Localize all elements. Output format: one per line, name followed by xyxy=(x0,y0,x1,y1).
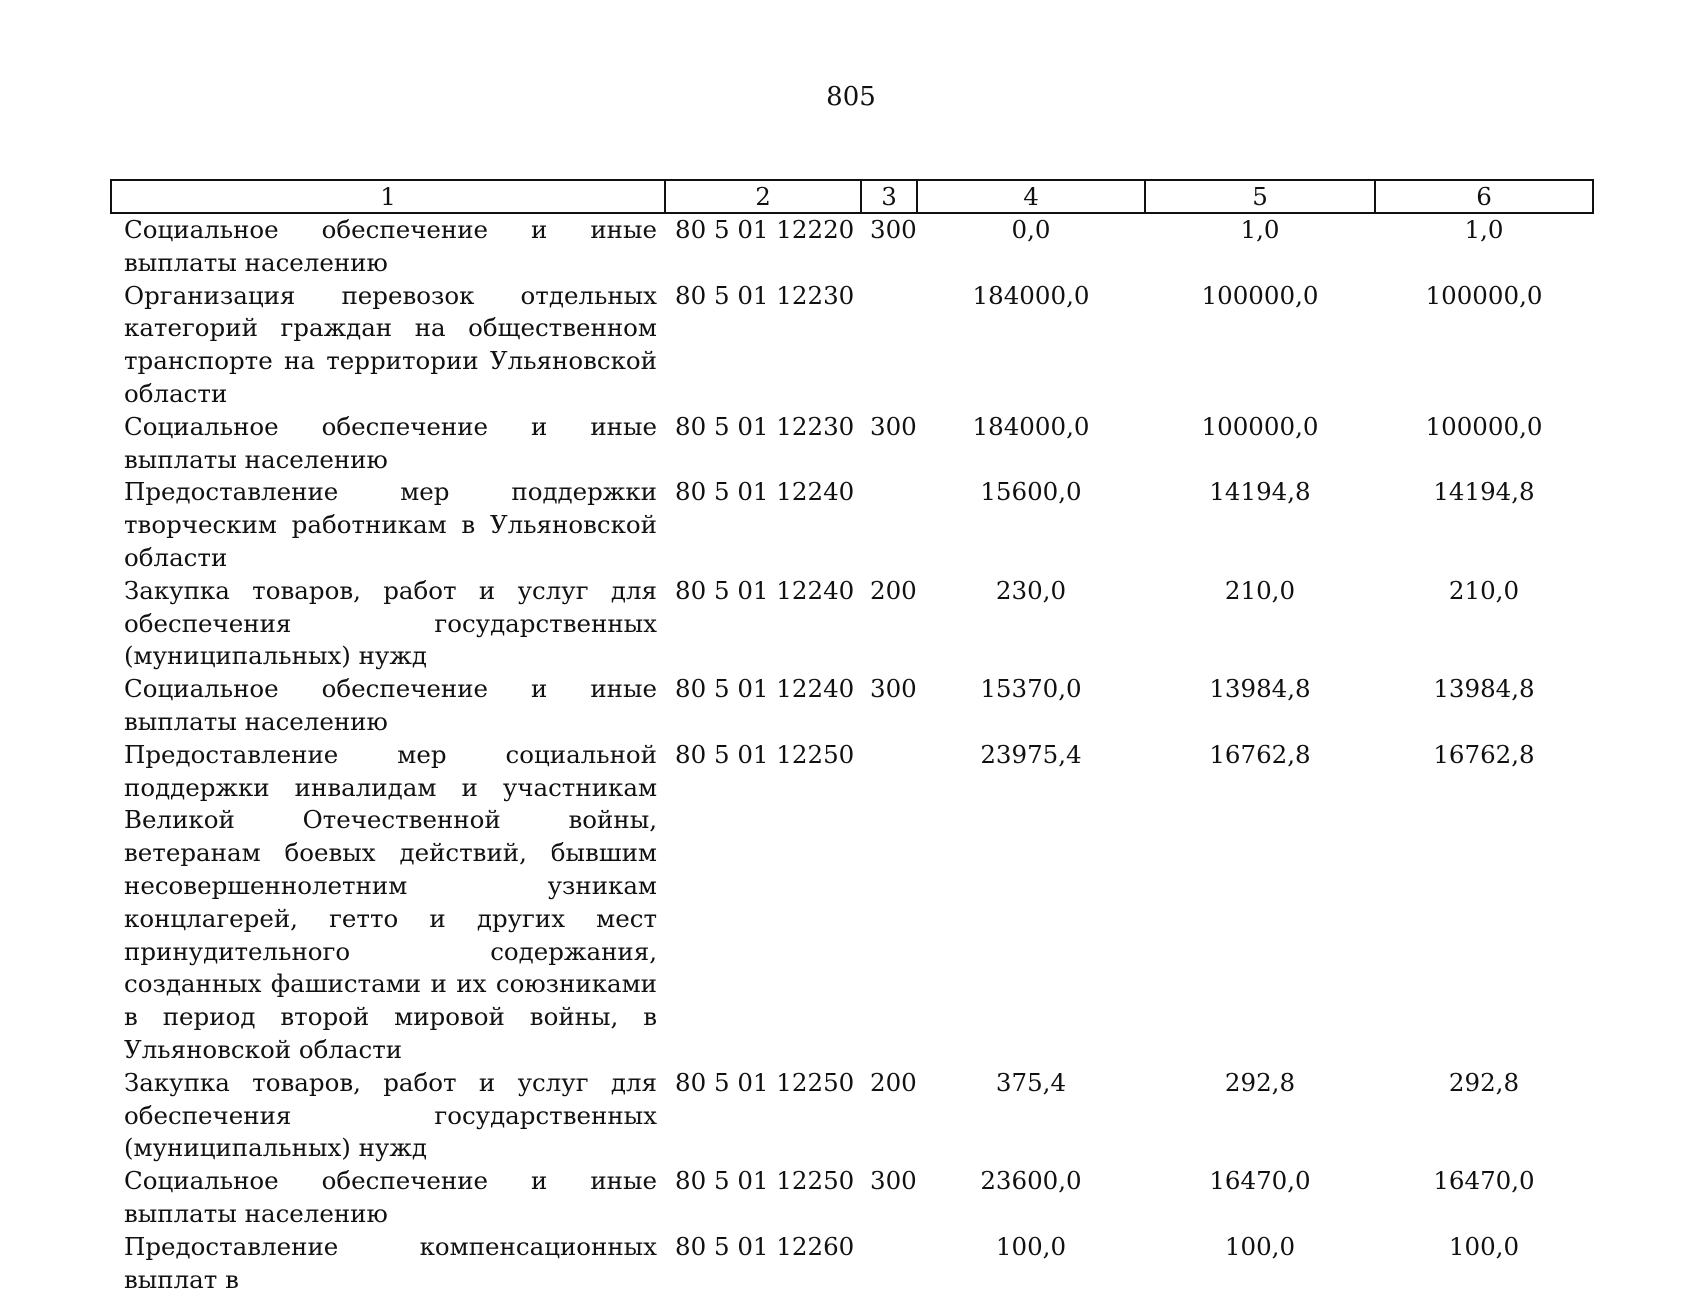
row-code: 80 5 01 12230 xyxy=(675,411,855,441)
row-code: 80 5 01 12260 xyxy=(675,1231,855,1261)
row-value-4: 15370,0 xyxy=(980,674,1082,704)
column-header-1: 1 xyxy=(111,180,665,213)
row-value-5: 100000,0 xyxy=(1201,280,1319,310)
row-value-5: 292,8 xyxy=(1224,1067,1296,1097)
table-row xyxy=(111,280,1593,411)
row-code: 80 5 01 12250 xyxy=(675,1166,855,1196)
column-header-5: 5 xyxy=(1145,180,1375,213)
row-description: Социальное обеспечение и иные выплаты населению xyxy=(124,215,657,277)
row-value-5: 13984,8 xyxy=(1209,674,1311,704)
row-value-4: 15600,0 xyxy=(980,477,1082,507)
row-value-4: 184000,0 xyxy=(972,280,1090,310)
row-expense-type: 300 xyxy=(870,1166,917,1196)
row-value-6: 16470,0 xyxy=(1433,1166,1535,1196)
row-code: 80 5 01 12240 xyxy=(675,477,855,507)
column-header-2: 2 xyxy=(665,180,861,213)
row-value-5: 100,0 xyxy=(1224,1231,1296,1261)
row-value-4: 23600,0 xyxy=(980,1166,1082,1196)
row-value-6: 100000,0 xyxy=(1425,280,1543,310)
row-expense-type: 200 xyxy=(870,1067,917,1097)
table-row xyxy=(111,1231,1593,1296)
row-expense-type: 200 xyxy=(870,575,917,605)
row-description: Закупка товаров, работ и услуг для обеспечения государственных (муниципальных) нужд xyxy=(124,1067,657,1163)
row-description: Социальное обеспечение и иные выплаты населению xyxy=(124,674,657,736)
table-header-row xyxy=(111,180,1593,213)
column-header-3: 3 xyxy=(861,180,917,213)
row-value-4: 184000,0 xyxy=(972,411,1090,441)
table-row xyxy=(111,411,1593,477)
row-expense-type xyxy=(861,1231,917,1296)
row-description: Организация перевозок отдельных категорий граждан на общественном транспорте на территории Ульяновской области xyxy=(124,280,657,408)
row-value-6: 292,8 xyxy=(1448,1067,1520,1097)
table-row xyxy=(111,1165,1593,1231)
row-value-4: 0,0 xyxy=(1011,215,1051,244)
row-description: Предоставление мер поддержки творческим работникам в Ульяновской области xyxy=(124,477,657,572)
row-description: Предоставление компенсационных выплат в xyxy=(124,1231,657,1294)
row-value-6: 1,0 xyxy=(1464,215,1504,244)
row-value-4: 23975,4 xyxy=(980,739,1082,769)
row-value-5: 210,0 xyxy=(1224,575,1296,605)
row-code: 80 5 01 12240 xyxy=(675,575,855,605)
table-row xyxy=(111,575,1593,673)
page-number: 805 xyxy=(826,82,876,112)
row-code: 80 5 01 12220 xyxy=(675,215,855,244)
row-code: 80 5 01 12230 xyxy=(675,280,855,310)
row-value-6: 100000,0 xyxy=(1425,411,1543,441)
table-row xyxy=(111,673,1593,739)
row-expense-type: 300 xyxy=(870,215,917,244)
table-row xyxy=(111,1067,1593,1165)
row-expense-type xyxy=(861,476,917,574)
row-value-4: 100,0 xyxy=(995,1231,1067,1261)
row-value-5: 16762,8 xyxy=(1209,739,1311,769)
table-row xyxy=(111,476,1593,574)
row-value-5: 100000,0 xyxy=(1201,411,1319,441)
row-description: Закупка товаров, работ и услуг для обеспечения государственных (муниципальных) нужд xyxy=(124,575,657,671)
row-description: Социальное обеспечение и иные выплаты населению xyxy=(124,411,657,474)
table-row xyxy=(111,739,1593,1067)
row-description: Социальное обеспечение и иные выплаты населению xyxy=(124,1166,657,1228)
row-value-6: 13984,8 xyxy=(1433,674,1535,704)
budget-table xyxy=(110,179,1594,1296)
column-header-6: 6 xyxy=(1375,180,1593,213)
column-header-4: 4 xyxy=(917,180,1145,213)
row-value-4: 375,4 xyxy=(995,1067,1067,1097)
row-code: 80 5 01 12240 xyxy=(675,674,855,704)
row-value-6: 14194,8 xyxy=(1433,477,1535,507)
row-expense-type xyxy=(861,280,917,411)
row-code: 80 5 01 12250 xyxy=(675,1067,855,1097)
row-code: 80 5 01 12250 xyxy=(675,739,855,769)
row-expense-type: 300 xyxy=(870,674,917,704)
row-value-6: 210,0 xyxy=(1448,575,1520,605)
row-value-5: 1,0 xyxy=(1240,215,1280,244)
row-expense-type xyxy=(861,739,917,1067)
row-expense-type: 300 xyxy=(870,411,917,441)
row-value-4: 230,0 xyxy=(995,575,1067,605)
row-value-6: 16762,8 xyxy=(1433,739,1535,769)
row-value-5: 16470,0 xyxy=(1209,1166,1311,1196)
table-row xyxy=(111,213,1593,280)
row-value-6: 100,0 xyxy=(1448,1231,1520,1261)
row-description: Предоставление мер социальной поддержки инвалидам и участникам Великой Отечественной войны, ветеранам боевых действий, бывшим несовершеннолетним узникам концлагерей, гетто и других мест принудительного содержания, созданных фашистами и их союзниками в период второй мировой войны, в Ульяновской области xyxy=(124,739,657,1064)
row-value-5: 14194,8 xyxy=(1209,477,1311,507)
